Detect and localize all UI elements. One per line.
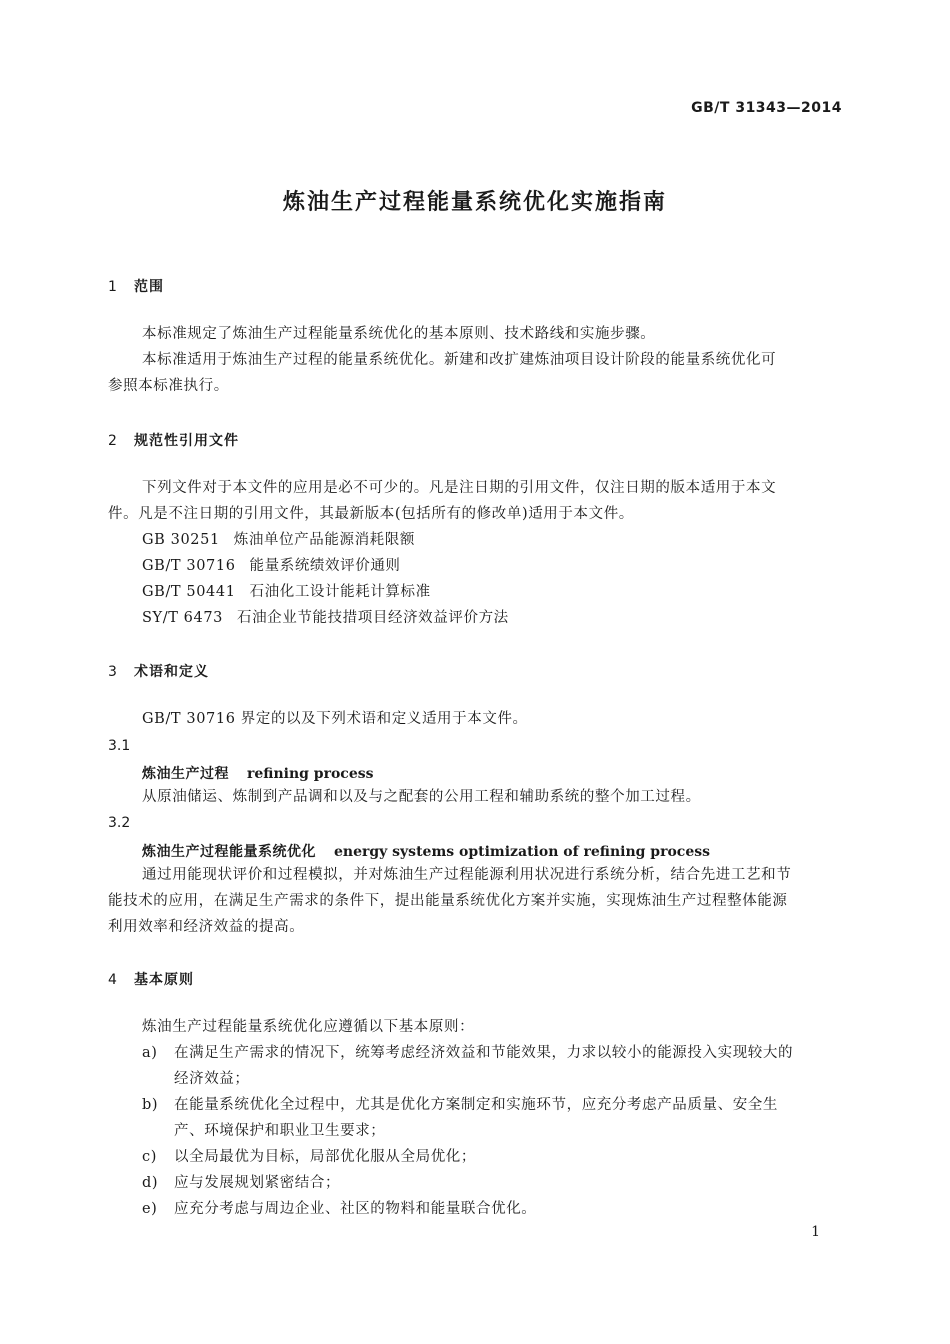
paragraph: 下列文件对于本文件的应用是必不可少的。凡是注日期的引用文件，仅注日期的版本适用于本文	[142, 480, 777, 496]
page-number: 1	[811, 1224, 820, 1240]
document-title: 炼油生产过程能量系统优化实施指南	[282, 190, 667, 215]
reference-item	[142, 605, 509, 631]
reference-code: GB/T 50441	[142, 584, 236, 600]
list-item-label: a)	[142, 1045, 158, 1061]
reference-name: 能量系统绩效评价通则	[249, 558, 401, 574]
term-definition: 从原油储运、炼制到产品调和以及与之配套的公用工程和辅助系统的整个加工过程。	[142, 789, 701, 805]
term-heading	[142, 841, 710, 861]
section-number: 2	[108, 433, 118, 449]
section-title: 术语和定义	[134, 664, 209, 680]
term-definition-continuation: 利用效率和经济效益的提高。	[108, 919, 305, 935]
list-item-label: d)	[142, 1175, 159, 1191]
list-item-text: 在满足生产需求的情况下，统筹考虑经济效益和节能效果，力求以较小的能源投入实现较大的	[174, 1045, 794, 1061]
term-number: 3.1	[108, 738, 131, 754]
list-item-text: 在能量系统优化全过程中，尤其是优化方案制定和实施环节，应充分考虑产品质量、安全生	[174, 1097, 778, 1113]
list-item-text: 以全局最优为目标，局部优化服从全局优化；	[174, 1149, 476, 1165]
term-definition: 通过用能现状评价和过程模拟，并对炼油生产过程能源利用状况进行系统分析，结合先进工艺和节	[142, 867, 792, 883]
section-title: 基本原则	[134, 972, 194, 988]
reference-code: GB/T 30716	[142, 558, 236, 574]
list-item-text: 应与发展规划紧密结合；	[174, 1175, 341, 1191]
standard-code: GB/T 31343—2014	[691, 100, 842, 116]
term-en: refining process	[247, 766, 374, 782]
section-4-heading	[108, 969, 194, 989]
list-item-label: c)	[142, 1149, 157, 1165]
list-item-text: 应充分考虑与周边企业、社区的物料和能量联合优化。	[174, 1201, 537, 1217]
paragraph: 炼油生产过程能量系统优化应遵循以下基本原则：	[142, 1019, 475, 1035]
section-title: 范围	[134, 279, 164, 295]
paragraph: 本标准规定了炼油生产过程能量系统优化的基本原则、技术路线和实施步骤。	[142, 326, 656, 342]
section-number: 4	[108, 972, 118, 988]
reference-name: 石油化工设计能耗计算标准	[249, 584, 431, 600]
term-heading	[142, 763, 374, 783]
reference-code: GB 30251	[142, 532, 220, 548]
section-title: 规范性引用文件	[134, 433, 239, 449]
list-item-continuation: 产、环境保护和职业卫生要求；	[174, 1123, 386, 1139]
term-zh: 炼油生产过程	[142, 766, 229, 782]
paragraph-continuation: 件。凡是不注日期的引用文件，其最新版本(包括所有的修改单)适用于本文件。	[108, 506, 634, 522]
reference-item	[142, 527, 415, 553]
section-2-heading	[108, 430, 239, 450]
term-definition-continuation: 能技术的应用，在满足生产需求的条件下，提出能量系统优化方案并实施，实现炼油生产过程整体能源	[108, 893, 788, 909]
list-item-continuation: 经济效益；	[174, 1071, 250, 1087]
reference-code: SY/T 6473	[142, 610, 223, 626]
reference-item	[142, 579, 431, 605]
reference-name: 石油企业节能技措项目经济效益评价方法	[236, 610, 509, 626]
section-1-heading	[108, 276, 164, 296]
term-en: energy systems optimization of refining process	[334, 844, 710, 860]
section-number: 3	[108, 664, 118, 680]
reference-name: 炼油单位产品能源消耗限额	[233, 532, 415, 548]
reference-item	[142, 553, 401, 579]
list-item-label: b)	[142, 1097, 159, 1113]
term-zh: 炼油生产过程能量系统优化	[142, 844, 316, 860]
term-number: 3.2	[108, 815, 131, 831]
section-3-heading	[108, 661, 209, 681]
paragraph: GB/T 30716 界定的以及下列术语和定义适用于本文件。	[142, 711, 528, 727]
paragraph-continuation: 参照本标准执行。	[108, 378, 229, 394]
paragraph: 本标准适用于炼油生产过程的能量系统优化。新建和改扩建炼油项目设计阶段的能量系统优化可	[142, 352, 777, 368]
section-number: 1	[108, 279, 118, 295]
list-item-label: e)	[142, 1201, 158, 1217]
